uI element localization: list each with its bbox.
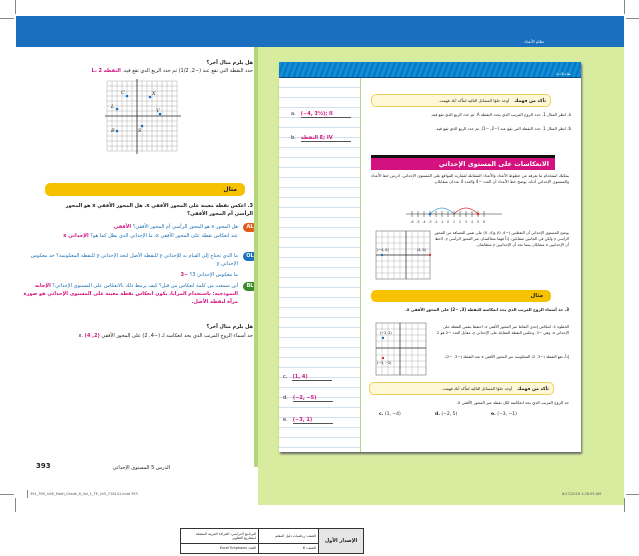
subject-cell: الصف: رياضيات دليل المعلم: [259, 529, 319, 544]
point-label: (4, 0): [417, 248, 426, 252]
answer-notes-column: [279, 78, 361, 452]
tick-label: 1: [452, 220, 456, 224]
check-instruction: أوجد حلوًا المسائل التالية لتتأكد أنك فهمت.: [441, 386, 513, 391]
ol-line-2: [23, 271, 238, 279]
al-answer: الإحداثي x: [63, 233, 89, 239]
crop-mark: [624, 0, 625, 14]
tick-label: 3: [464, 220, 468, 224]
tick-label: 2: [458, 220, 462, 224]
prompt-text: حدد النقطة التي تقع عند (−2, 1/2) ثم حدد الربع الذي تقع فيه.: [122, 68, 253, 74]
need-another-example-heading: هل يلزم مثال آخر؟: [206, 324, 253, 330]
note-answer-e: e. (−3, 1): [283, 406, 349, 425]
student-page-reduced: [279, 62, 581, 452]
crop-mark: [15, 498, 16, 512]
note-answer-c: c. (1, 4): [283, 363, 349, 382]
program-cell: البرنامج الدراسي: القراءة العربية المتصلة لمشاريع التطوير: [181, 529, 259, 544]
point-label: (−4, 0): [377, 248, 389, 252]
exercise-c: c. (1, −4): [379, 412, 401, 417]
tick-label: -2: [434, 220, 438, 224]
crop-mark: [0, 18, 14, 19]
exercise-d: d. (−2, 5): [435, 412, 458, 417]
point-label: S: [138, 128, 142, 134]
note-answer-d: d. (−2, −5): [283, 384, 349, 403]
al-line-2: [23, 232, 238, 240]
point-label: C: [121, 90, 125, 96]
crop-mark: [15, 0, 16, 14]
example-step-2: إذاً، تقع النقطة (−3, 2) المعكوسة عبر المحور الأفقي x عند النقطة (−3, −2).: [444, 354, 569, 359]
bl-block: [23, 282, 238, 306]
answer-text: (4 ,2): [84, 333, 100, 339]
check-title: تأكد من فهمك: [514, 99, 546, 104]
example-step-1: الخطوة 1: انعكاس إحدى النقاط عبر المحور الأفقي x، احتفظ بنفس النقطة على الإحداثي x، وهي −3. وعكس النقطة المقابلة على الإحداثي y، مقابل العدد −2 هو 2.: [435, 324, 569, 335]
crop-mark: [27, 490, 28, 498]
al-question: عند انعكاس نقطة على المحور الأفقي x، ما الإحداثي الذي يظل كما هو؟: [90, 233, 238, 239]
tick-label: -3: [428, 220, 432, 224]
point-label: L: [111, 104, 115, 110]
student-page-header: [279, 62, 581, 78]
crop-mark: [626, 494, 639, 495]
check-header-line: [376, 97, 546, 106]
point-label: X: [152, 91, 156, 97]
edition-stamp-table: [180, 528, 364, 554]
tick-label: -6: [410, 220, 414, 224]
point-label: V: [156, 108, 160, 114]
note-answer-a: a. (−4, 3½); II: [291, 100, 357, 119]
timestamp: 8/17/2016 1:28:55 AM: [562, 492, 602, 496]
tick-label: -1: [440, 220, 444, 224]
footer-lesson: الدرس 5 المستوى الإحداثي: [112, 465, 170, 471]
chapter-header-bar: [16, 16, 624, 47]
chapter-title: نظام الأعداد: [523, 39, 544, 44]
crop-mark: [624, 498, 625, 512]
answer-text: النقطة L، 2: [91, 68, 121, 74]
edition-cell: الإصدار الأول: [319, 529, 364, 554]
check-question: جد الزوج المرتب الذي يحد انعكاسه لكل نقطة عبر المحور الأفقي x.: [456, 400, 569, 405]
reflection-grid: [375, 230, 431, 280]
tick-label: 5: [476, 220, 480, 224]
check-instruction: أوجد حلوًا المسائل التالية لتتأكد أنك فهمت.: [438, 98, 510, 103]
crop-mark: [0, 494, 14, 495]
example-banner: [45, 183, 245, 196]
prompt-line: [13, 332, 253, 340]
bl-question: أين سمعت من كلمة انعكاس من قبل؟ كيف يرتبط ذلك بالانعكاس على المستوى الإحداثي؟: [52, 283, 238, 289]
coordinate-grid: [105, 79, 183, 154]
crop-mark: [626, 18, 639, 19]
section-title: الانعكاسات على المستوى الإحداثي: [438, 160, 549, 168]
point-label: (−3, −2): [377, 361, 392, 365]
example-grid: [375, 322, 427, 377]
check-understanding-box: [369, 382, 554, 395]
left-page: [0, 47, 258, 467]
file-name: 391_395_UAE_Math_Grade_6_Vol_1_TE_ch5_718141.indd 393: [30, 492, 138, 496]
grade-cell: الصف: 6: [259, 543, 319, 553]
example-heading: مثال: [530, 293, 543, 299]
ol-question: ما الذي تحتاج إلى القيام به للإحداثي y للنقطة الأصل لتجد الإحداثي y للنقطة المعكوسة؟ خذ معكوس الإحداثي y: [30, 253, 238, 267]
check-understanding-box: [371, 94, 551, 107]
stripe-label: نظام الأعداد: [555, 72, 571, 76]
al-line-1: [23, 223, 238, 231]
check-item-a: a. انظر المثال 1. حدد الزوج المرتب الذي يحدد النقطة A. ثم حدد الربع الذي تقع فيه.: [430, 112, 571, 117]
note-answer-b: b. النقطة E; IV: [291, 124, 357, 143]
prompt-text: جد أسماء الزوج المرتب الذي يحد انعكاسه لـ (−4, 2) على المحور الأفقي x.: [78, 333, 253, 339]
al-answer: الأفقي: [113, 224, 132, 230]
plane-explanation: يوضح المستوى الإحداثي أن النقطتين (−4, 0) و(4, 0) على نفس المسافة من المحور الرأسي y ولكن في الجانبين متقابلين. إذاً فهما متعاكسان عبر المحور الرأسي y. لاحظ أن الإحداثيين x متقابلان بينما نجد أن الإحداثيين y متطابقان.: [434, 230, 569, 247]
point-label: B: [111, 128, 115, 134]
al-badge: AL: [243, 223, 257, 232]
intro-paragraph: يمكنك استخدام ما تعرفه عن خطوط الأعداد والأعداد المتقابلة لمقارنة المواقع على المستوى الإحداثي. ادرس خط الأعداد والمستوى الإحداثي أدناه. يوضح خط الأعداد أن العدد −4 والعدد 4 عددان متقابلان.: [370, 173, 569, 184]
question-3: 3. اعكس نقطة معينة على المحور الأفقي x. هل المحور الأفقي x هو المحور الرأسي أم المحور الأفقي؟: [65, 203, 253, 217]
example-heading: مثال: [223, 186, 237, 193]
tick-label: 6: [482, 220, 486, 224]
ol-answer: −3: [180, 272, 189, 278]
tick-label: 4: [470, 220, 474, 224]
number-line: [404, 200, 504, 226]
page-number: 393: [36, 462, 51, 470]
check-title: تأكد من فهمك: [517, 387, 549, 392]
point-label: (−3, 2): [380, 331, 392, 335]
tick-label: -5: [416, 220, 420, 224]
ol-question: ما معكوس الإحداثي 3؟: [189, 272, 238, 278]
check-header-line: [374, 385, 549, 394]
bl-badge: BL: [243, 282, 257, 291]
example-banner: [371, 290, 551, 302]
ol-badge: OL: [243, 252, 257, 261]
tick-label: 0: [446, 220, 450, 224]
tick-label: -4: [422, 220, 426, 224]
al-question: هل المحور x هو المحور الرأسي أم المحور الأفقي؟: [132, 224, 238, 230]
language-cell: اللغة: Excel Emphasis: [181, 543, 259, 553]
section-title-bar: [371, 155, 555, 170]
bl-answer: الإجابة النموذجية: باستخدام المرايا، يكون انعكاس نقطة معينة على المستوى الإحداثي هو صورة مرآة لنقطة الأصل.: [23, 283, 238, 305]
prompt-line: [8, 67, 253, 75]
example-question: 3. جد أسماء الزوج المرتب الذي يحد انعكاسه للنقطة (3, −2) على المحور الأفقي x.: [405, 307, 569, 312]
check-item-b: b. انظر المثال 1. حدد النقطة التي تقع عند (−2, −1). ثم حدد الربع الذي تقع فيه.: [435, 126, 571, 131]
need-another-example-heading: هل يلزم مثال آخر؟: [206, 60, 253, 66]
exercise-e: e. (−3, −1): [491, 412, 517, 417]
